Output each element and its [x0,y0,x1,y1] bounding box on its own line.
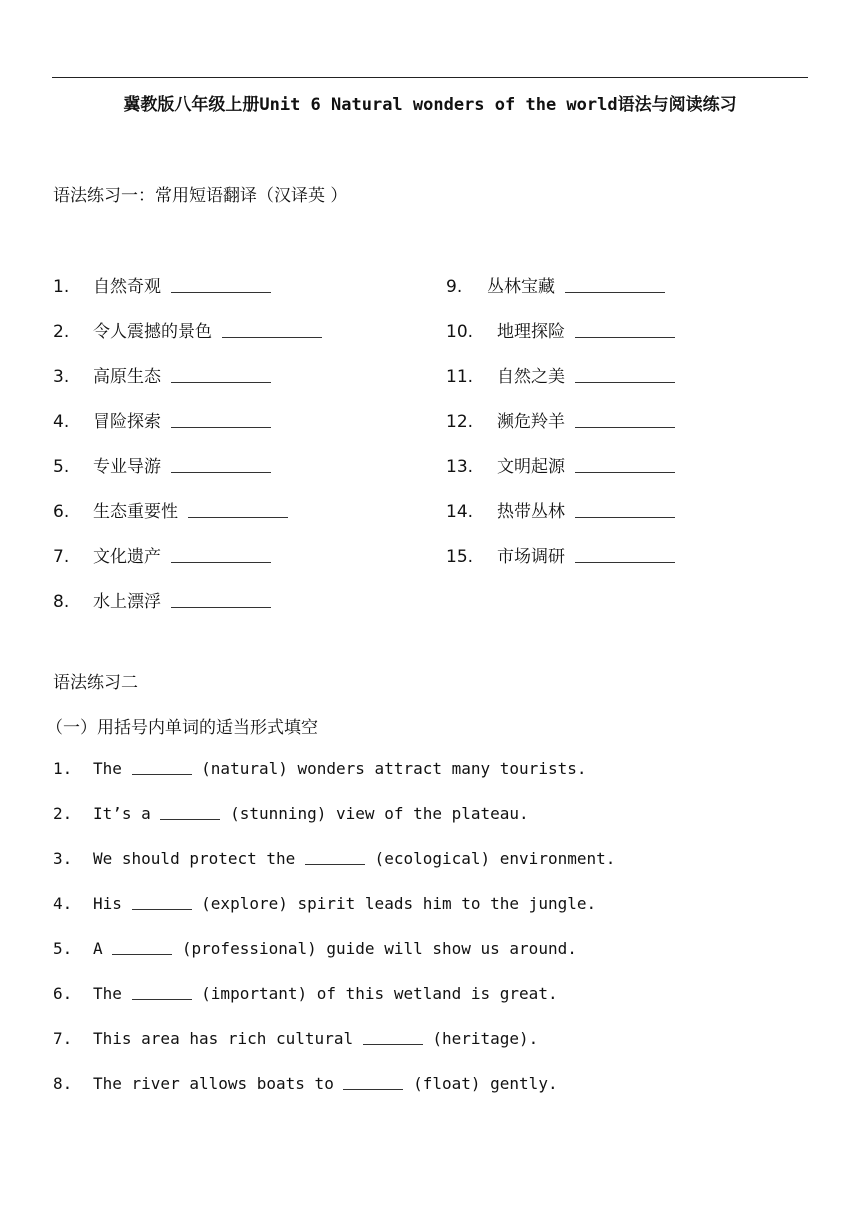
answer-blank[interactable] [171,381,271,383]
fill-in-item: 6. The (important) of this wetland is great. [53,984,558,1003]
fill-in-item: 1. The (natural) wonders attract many tourists. [53,759,587,778]
fill-in-item: 7. This area has rich cultural (heritage). [53,1029,539,1048]
fill-in-item: 3. We should protect the (ecological) environment. [53,849,616,868]
answer-blank[interactable] [132,773,192,775]
answer-blank[interactable] [132,998,192,1000]
answer-blank[interactable] [132,908,192,910]
phrase-item: 1. 自然奇观 [53,272,271,297]
section2-subheading: （一）用括号内单词的适当形式填空 [46,718,318,738]
fill-in-item: 2. It’s a (stunning) view of the plateau. [53,804,529,823]
fill-in-item: 4. His (explore) spirit leads him to the jungle. [53,894,597,913]
answer-blank[interactable] [160,818,220,820]
answer-blank[interactable] [575,471,675,473]
phrase-item: 13. 文明起源 [446,452,675,477]
answer-blank[interactable] [565,291,665,293]
phrase-item: 11. 自然之美 [446,362,675,387]
answer-blank[interactable] [305,863,365,865]
phrase-item: 9. 丛林宝藏 [446,272,665,297]
phrase-item: 4. 冒险探索 [53,407,271,432]
answer-blank[interactable] [171,471,271,473]
answer-blank[interactable] [222,336,322,338]
fill-in-item: 5. A (professional) guide will show us around. [53,939,577,958]
answer-blank[interactable] [171,606,271,608]
answer-blank[interactable] [575,426,675,428]
phrase-item: 7. 文化遗产 [53,542,271,567]
fill-in-item: 8. The river allows boats to (float) gently. [53,1074,558,1093]
section1-heading: 语法练习一：常用短语翻译（汉译英 ） [53,186,348,206]
phrase-item: 2. 令人震撼的景色 [53,317,322,342]
answer-blank[interactable] [575,561,675,563]
phrase-item: 8. 水上漂浮 [53,587,271,612]
answer-blank[interactable] [575,516,675,518]
answer-blank[interactable] [171,561,271,563]
answer-blank[interactable] [171,291,271,293]
phrase-item: 6. 生态重要性 [53,497,288,522]
answer-blank[interactable] [363,1043,423,1045]
phrase-item: 3. 高原生态 [53,362,271,387]
answer-blank[interactable] [343,1088,403,1090]
phrase-item: 5. 专业导游 [53,452,271,477]
header-rule [52,77,808,78]
answer-blank[interactable] [575,381,675,383]
answer-blank[interactable] [575,336,675,338]
phrase-item: 14. 热带丛林 [446,497,675,522]
answer-blank[interactable] [188,516,288,518]
phrase-item: 10. 地理探险 [446,317,675,342]
phrase-item: 15. 市场调研 [446,542,675,567]
phrase-item: 12. 濒危羚羊 [446,407,675,432]
section2-heading: 语法练习二 [53,673,138,693]
document-title: 冀教版八年级上册Unit 6 Natural wonders of the world语法与阅读练习 [123,95,737,115]
answer-blank[interactable] [171,426,271,428]
answer-blank[interactable] [112,953,172,955]
